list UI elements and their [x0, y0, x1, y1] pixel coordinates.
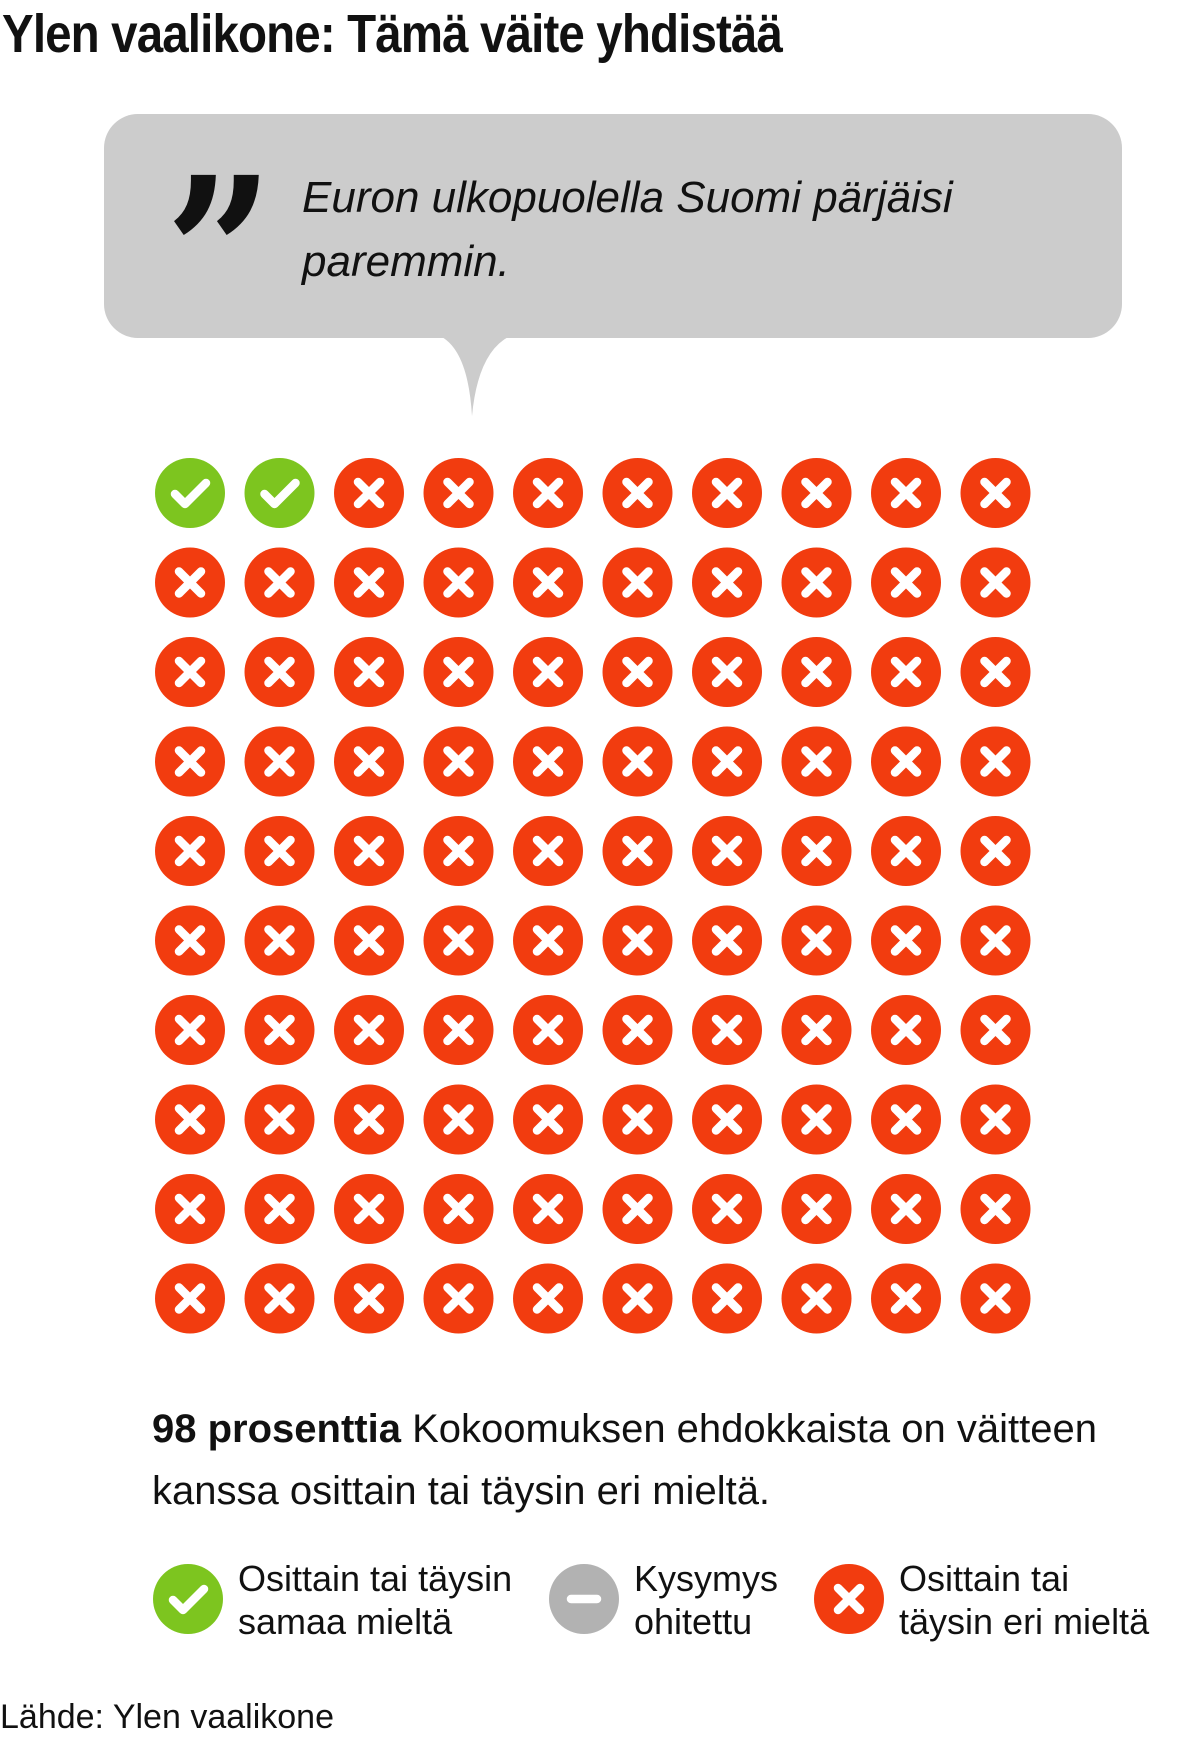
waffle-cell-disagree — [424, 548, 494, 618]
waffle-cell-disagree — [513, 995, 583, 1065]
summary-description: Kokoomuksen ehdokkaista on väitteen kanssa osittain tai täysin eri mieltä. — [152, 1407, 1097, 1513]
legend-label-disagree: Osittain tai täysin eri mieltä — [899, 1558, 1150, 1642]
waffle-cell-disagree — [245, 1264, 315, 1334]
waffle-cell-disagree — [692, 458, 762, 528]
waffle-cell-disagree — [603, 995, 673, 1065]
chart-title: Ylen vaalikone: Tämä väite yhdistää — [2, 4, 783, 64]
waffle-cell-disagree — [603, 727, 673, 797]
waffle-cell-disagree — [424, 1085, 494, 1155]
waffle-cell-disagree — [334, 1174, 404, 1244]
waffle-cell-disagree — [871, 1264, 941, 1334]
waffle-cell-disagree — [871, 1174, 941, 1244]
waffle-cell-disagree — [334, 637, 404, 707]
waffle-cell-disagree — [692, 548, 762, 618]
waffle-cell-agree — [155, 458, 225, 528]
waffle-cell-disagree — [513, 637, 583, 707]
waffle-cell-disagree — [692, 995, 762, 1065]
cross-icon — [813, 1563, 885, 1635]
waffle-cell-disagree — [424, 637, 494, 707]
waffle-cell-disagree — [155, 1174, 225, 1244]
summary-percentage: 98 prosenttia — [152, 1407, 401, 1451]
waffle-cell-disagree — [245, 906, 315, 976]
waffle-cell-disagree — [513, 816, 583, 886]
waffle-cell-disagree — [782, 548, 852, 618]
waffle-cell-disagree — [424, 995, 494, 1065]
waffle-cell-disagree — [334, 816, 404, 886]
waffle-cell-disagree — [424, 727, 494, 797]
waffle-cell-disagree — [871, 637, 941, 707]
waffle-cell-disagree — [603, 906, 673, 976]
waffle-cell-disagree — [245, 995, 315, 1065]
waffle-cell-disagree — [155, 637, 225, 707]
waffle-cell-disagree — [155, 1264, 225, 1334]
waffle-cell-disagree — [961, 548, 1031, 618]
waffle-cell-disagree — [424, 906, 494, 976]
waffle-cell-disagree — [603, 458, 673, 528]
waffle-cell-disagree — [871, 816, 941, 886]
waffle-cell-disagree — [334, 727, 404, 797]
summary-text — [152, 1398, 1132, 1522]
waffle-cell-disagree — [513, 1264, 583, 1334]
waffle-cell-disagree — [782, 458, 852, 528]
waffle-cell-disagree — [603, 1174, 673, 1244]
waffle-cell-disagree — [603, 548, 673, 618]
quote-text: Euron ulkopuolella Suomi pärjäisi paremmin. — [302, 173, 953, 286]
waffle-cell-disagree — [692, 1174, 762, 1244]
waffle-cell-disagree — [155, 548, 225, 618]
waffle-cell-disagree — [513, 1174, 583, 1244]
legend-label-skipped: Kysymys ohitettu — [634, 1558, 778, 1642]
waffle-cell-disagree — [245, 637, 315, 707]
waffle-cell-disagree — [692, 637, 762, 707]
waffle-cell-disagree — [961, 458, 1031, 528]
waffle-cell-disagree — [692, 816, 762, 886]
waffle-cell-disagree — [961, 1174, 1031, 1244]
waffle-cell-disagree — [513, 458, 583, 528]
quote-mark-icon: ” — [165, 131, 274, 378]
waffle-cell-agree — [245, 458, 315, 528]
waffle-cell-disagree — [782, 816, 852, 886]
waffle-cell-disagree — [603, 1264, 673, 1334]
waffle-cell-disagree — [334, 548, 404, 618]
waffle-cell-disagree — [961, 816, 1031, 886]
waffle-cell-disagree — [871, 995, 941, 1065]
waffle-cell-disagree — [782, 1085, 852, 1155]
waffle-cell-disagree — [513, 727, 583, 797]
waffle-cell-disagree — [155, 995, 225, 1065]
waffle-cell-disagree — [245, 816, 315, 886]
waffle-cell-disagree — [782, 1174, 852, 1244]
waffle-cell-disagree — [692, 727, 762, 797]
waffle-cell-disagree — [961, 995, 1031, 1065]
waffle-cell-disagree — [961, 1085, 1031, 1155]
waffle-cell-disagree — [245, 1085, 315, 1155]
waffle-cell-disagree — [334, 906, 404, 976]
waffle-cell-disagree — [603, 816, 673, 886]
waffle-cell-disagree — [424, 458, 494, 528]
waffle-cell-disagree — [334, 995, 404, 1065]
waffle-cell-disagree — [603, 637, 673, 707]
waffle-cell-disagree — [513, 548, 583, 618]
waffle-cell-disagree — [155, 816, 225, 886]
waffle-cell-disagree — [782, 637, 852, 707]
waffle-cell-disagree — [424, 816, 494, 886]
waffle-cell-disagree — [155, 1085, 225, 1155]
check-icon — [152, 1563, 224, 1635]
waffle-cell-disagree — [692, 1264, 762, 1334]
waffle-cell-disagree — [155, 906, 225, 976]
legend-label-agree: Osittain tai täysin samaa mieltä — [238, 1558, 513, 1642]
source-note: Lähde: Ylen vaalikone — [0, 1698, 334, 1736]
waffle-cell-disagree — [692, 1085, 762, 1155]
waffle-cell-disagree — [782, 727, 852, 797]
waffle-cell-disagree — [871, 548, 941, 618]
waffle-cell-disagree — [155, 727, 225, 797]
waffle-cell-disagree — [782, 995, 852, 1065]
waffle-cell-disagree — [334, 458, 404, 528]
waffle-cell-disagree — [245, 548, 315, 618]
waffle-cell-disagree — [245, 727, 315, 797]
waffle-cell-disagree — [782, 1264, 852, 1334]
waffle-cell-disagree — [871, 458, 941, 528]
waffle-cell-disagree — [334, 1085, 404, 1155]
waffle-cell-disagree — [424, 1264, 494, 1334]
waffle-cell-disagree — [782, 906, 852, 976]
waffle-cell-disagree — [424, 1174, 494, 1244]
waffle-cell-disagree — [961, 906, 1031, 976]
waffle-cell-disagree — [871, 727, 941, 797]
waffle-cell-disagree — [961, 1264, 1031, 1334]
waffle-cell-disagree — [961, 727, 1031, 797]
waffle-cell-disagree — [245, 1174, 315, 1244]
waffle-cell-disagree — [513, 906, 583, 976]
waffle-cell-disagree — [961, 637, 1031, 707]
waffle-cell-disagree — [871, 906, 941, 976]
minus-icon — [548, 1563, 620, 1635]
waffle-cell-disagree — [334, 1264, 404, 1334]
waffle-cell-disagree — [692, 906, 762, 976]
waffle-cell-disagree — [513, 1085, 583, 1155]
waffle-cell-disagree — [603, 1085, 673, 1155]
waffle-cell-disagree — [871, 1085, 941, 1155]
